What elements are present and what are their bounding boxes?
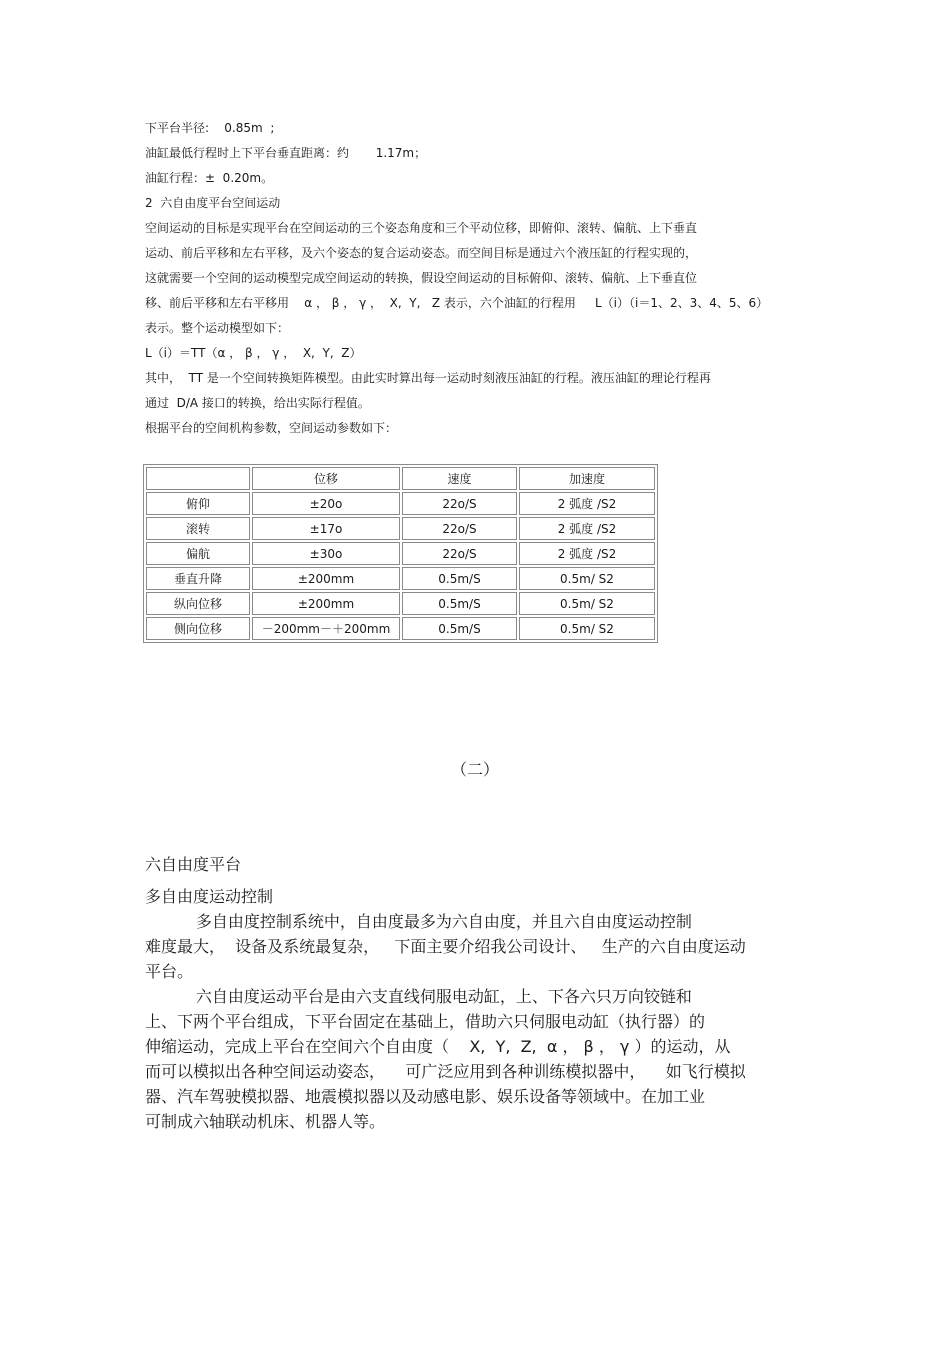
section-heading: 2 六自由度平台空间运动: [145, 196, 281, 210]
table-cell: ±30o: [252, 542, 400, 565]
table-header-cell: [146, 467, 250, 490]
table-cell: ±17o: [252, 517, 400, 540]
table-header-row: [146, 467, 655, 490]
motion-parameters-table: [143, 464, 658, 643]
table-header-cell: 加速度: [519, 467, 655, 490]
table-row: [146, 567, 655, 590]
table-cell: 22o/S: [402, 542, 517, 565]
table-cell: 0.5m/ S2: [519, 592, 655, 615]
table-row: [146, 517, 655, 540]
subheading: 多自由度运动控制: [145, 887, 274, 906]
table-cell: 俯仰: [146, 492, 250, 515]
table-header-cell: 速度: [402, 467, 517, 490]
table-cell: 纵向位移: [146, 592, 250, 615]
table-row: [146, 617, 655, 640]
table-cell: －200mm－＋200mm: [252, 617, 400, 640]
heading: 六自由度平台: [145, 855, 242, 874]
text-line: 表示。整个运动模型如下：: [145, 321, 290, 335]
table-cell: 0.5m/S: [402, 617, 517, 640]
table-cell: 0.5m/S: [402, 567, 517, 590]
table-cell: 侧向位移: [146, 617, 250, 640]
table-cell: 偏航: [146, 542, 250, 565]
table-cell: 2 弧度 /S2: [519, 492, 655, 515]
table-header-cell: 位移: [252, 467, 400, 490]
paragraph-line: 可制成六轴联动机床、机器人等。: [145, 1112, 386, 1131]
table-row: [146, 592, 655, 615]
table-cell: 滚转: [146, 517, 250, 540]
table-cell: 0.5m/S: [402, 592, 517, 615]
table-cell: 22o/S: [402, 517, 517, 540]
paragraph-line: 器、汽车驾驶模拟器、地震模拟器以及动感电影、娱乐设备等领域中。在加工业: [145, 1087, 706, 1106]
table-cell: 0.5m/ S2: [519, 567, 655, 590]
table-row: [146, 492, 655, 515]
table-cell: ±200mm: [252, 592, 400, 615]
text-line: 移、前后平移和左右平移用 α ， β ， γ ， X, Y, Z 表示，六个油缸的行程用 L（i）（i＝1、2、3、4、5、6）: [145, 296, 769, 310]
text-line: 油缸最低行程时上下平台垂直距离：约 1.17m；: [145, 146, 427, 160]
table-cell: 2 弧度 /S2: [519, 542, 655, 565]
paragraph-line: 伸缩运动，完成上平台在空间六个自由度（ X, Y, Z, α ， β ， γ ）的运动，从: [145, 1037, 731, 1056]
table-cell: ±200mm: [252, 567, 400, 590]
text-line: 下平台半径: 0.85m ;: [145, 121, 275, 135]
paragraph-line: 六自由度运动平台是由六支直线伺服电动缸，上、下各六只万向铰链和: [145, 987, 692, 1006]
table-cell: 垂直升降: [146, 567, 250, 590]
text-line: 油缸行程：± 0.20m。: [145, 171, 274, 185]
paragraph-line: 而可以模拟出各种空间运动姿态， 可广泛应用到各种训练模拟器中， 如飞行模拟: [145, 1062, 746, 1081]
text-line: 根据平台的空间机构参数，空间运动参数如下：: [145, 421, 398, 435]
table-cell: 22o/S: [402, 492, 517, 515]
text-line: 运动、前后平移和左右平移，及六个姿态的复合运动姿态。而空间目标是通过六个液压缸的行程实现的，: [145, 246, 698, 260]
paragraph-line: 平台。: [145, 962, 194, 981]
paragraph-line: 上、下两个平台组成，下平台固定在基础上，借助六只伺服电动缸（执行器）的: [145, 1012, 706, 1031]
table-cell: 0.5m/ S2: [519, 617, 655, 640]
section-number: （二）: [450, 760, 499, 779]
text-line: 其中， TT 是一个空间转换矩阵模型。由此实时算出每一运动时刻液压油缸的行程。液压油缸的理论行程再: [145, 371, 711, 385]
formula-line: L（i）＝TT（α ， β ， γ ， X, Y, Z）: [145, 346, 362, 360]
table-cell: ±20o: [252, 492, 400, 515]
text-line: 这就需要一个空间的运动模型完成空间运动的转换，假设空间运动的目标俯仰、滚转、偏航、上下垂直位: [145, 271, 698, 285]
text-line: 空间运动的目标是实现平台在空间运动的三个姿态角度和三个平动位移，即俯仰、滚转、偏航、上下垂直: [145, 221, 698, 235]
table-row: [146, 542, 655, 565]
paragraph-line: 难度最大， 设备及系统最复杂， 下面主要介绍我公司设计、 生产的六自由度运动: [145, 937, 746, 956]
text-line: 通过 D/A 接口的转换，给出实际行程值。: [145, 396, 370, 410]
paragraph-line: 多自由度控制系统中，自由度最多为六自由度，并且六自由度运动控制: [145, 912, 692, 931]
table-cell: 2 弧度 /S2: [519, 517, 655, 540]
